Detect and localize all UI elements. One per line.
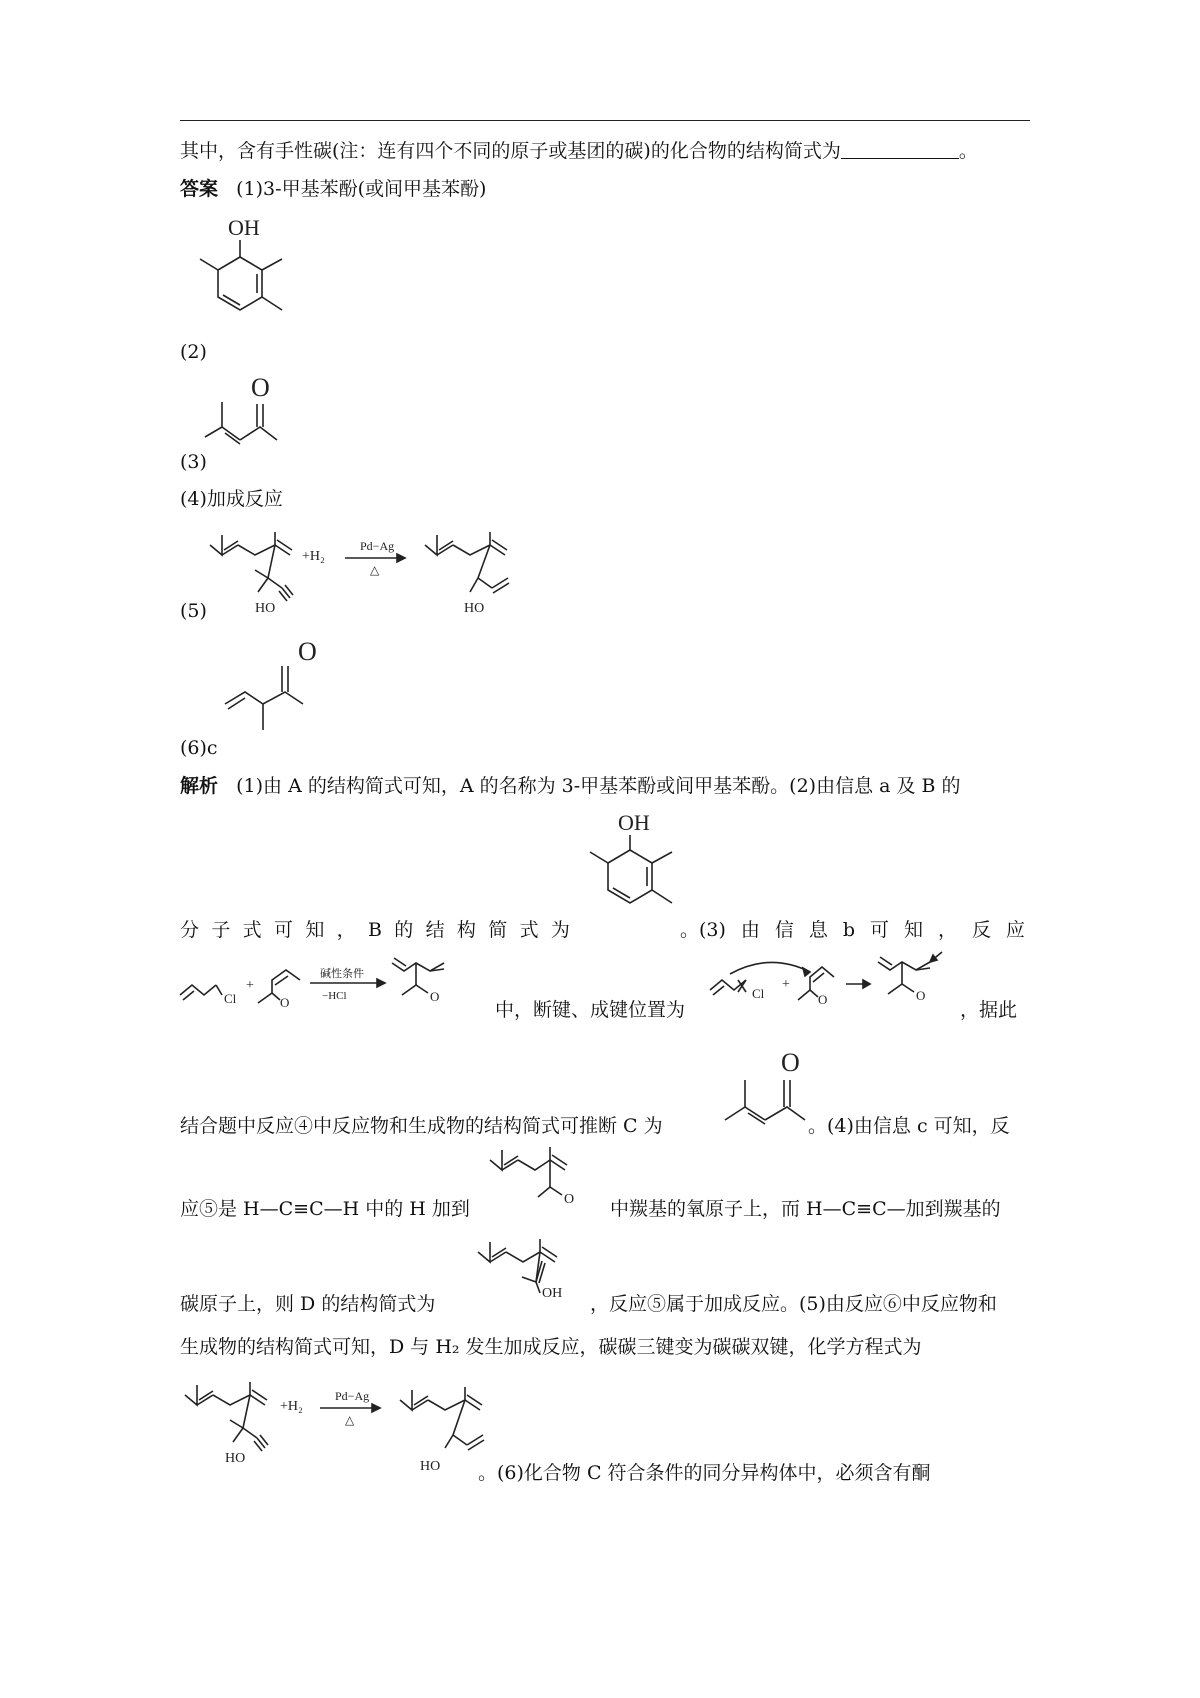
ho-label: HO — [225, 1451, 246, 1466]
word: 简 — [488, 919, 508, 941]
cl-label: Cl — [224, 991, 237, 1006]
catalyst-label: Pd−Ag — [335, 1389, 370, 1403]
analysis-line-7: 生成物的结构简式可知，D 与 H₂ 发生加成反应，碳碳三键变为碳碳双键，化学方程式为 — [180, 1336, 922, 1358]
analysis-line-5a: 应⑤是 H—C≡C—H 中的 H 加到 — [180, 1198, 470, 1220]
word: 反 — [971, 919, 991, 941]
word: 构 — [456, 919, 476, 941]
word: B — [367, 919, 382, 941]
o-label: O — [818, 992, 828, 1007]
catalyst-label: Pd−Ag — [360, 539, 395, 553]
ketone-structure — [490, 1145, 610, 1225]
heat-label: △ — [345, 1413, 355, 1427]
word: ， — [937, 919, 957, 941]
answer-line-1 — [180, 176, 486, 202]
oh-label: OH — [542, 1286, 563, 1301]
ho-label: HO — [464, 601, 485, 616]
heat-label: △ — [370, 563, 380, 577]
word: 结 — [425, 919, 445, 941]
o-label: O — [781, 1048, 800, 1077]
analysis-line-2b — [680, 917, 1025, 943]
stem-end: 。 — [958, 140, 978, 162]
analysis-line-6b: ，反应⑤属于加成反应。(5)由反应⑥中反应物和 — [590, 1293, 997, 1315]
answer-6-structure — [225, 634, 335, 754]
plus-label: + — [782, 977, 790, 992]
answer-2-structure — [200, 215, 310, 355]
answer-4: (4)加成反应 — [180, 488, 283, 510]
cl-label: Cl — [752, 986, 765, 1001]
analysis-line-4b: 。(4)由信息 c 可知，反 — [808, 1115, 1010, 1137]
o-label: O — [298, 637, 317, 666]
oh-label: OH — [618, 810, 650, 835]
h2-label: +H₂ — [302, 549, 325, 564]
analysis-line-2a — [180, 917, 570, 943]
answer-3-num: (3) — [180, 451, 207, 473]
analysis-label: 解析 — [180, 775, 219, 797]
question-stem — [180, 138, 978, 164]
answer-1: (1)3-甲基苯酚(或间甲基苯酚) — [236, 178, 487, 200]
word: ， — [336, 919, 356, 941]
word: 可 — [869, 919, 889, 941]
oh-label: OH — [228, 215, 260, 240]
word: 应 — [1005, 919, 1025, 941]
o-label: O — [916, 988, 926, 1003]
answer-5-equation — [210, 530, 550, 620]
word: b — [842, 919, 856, 941]
answer-6-num: (6)c — [180, 737, 218, 759]
analysis-text-1: (1)由 A 的结构简式可知，A 的名称为 3-甲基苯酚或间甲基苯酚。(2)由信息 a 及 B 的 — [236, 775, 961, 797]
word: 息 — [808, 919, 828, 941]
base-condition-label: 碱性条件 — [320, 968, 364, 980]
minus-hcl-label: −HCl — [322, 990, 347, 1002]
stem-text: 其中，含有手性碳(注：连有四个不同的原子或基团的碳)的化合物的结构简式为 — [180, 140, 841, 162]
word: 知 — [903, 919, 923, 941]
word: 由 — [740, 919, 760, 941]
final-equation — [185, 1380, 525, 1480]
ho-label: HO — [255, 601, 276, 616]
word: 的 — [394, 919, 414, 941]
header-rule — [180, 120, 1030, 121]
reaction-scheme-1 — [180, 955, 480, 1015]
analysis-line-3-mid: 中，断键、成键位置为 — [495, 999, 686, 1021]
plus-label: + — [246, 978, 254, 993]
o-label: O — [251, 373, 270, 402]
h2-label: +H₂ — [280, 1399, 303, 1414]
word: 信 — [774, 919, 794, 941]
o-label: O — [280, 995, 290, 1010]
word: 式 — [242, 919, 262, 941]
analysis-line-8: 。(6)化合物 C 符合条件的同分异构体中，必须含有酮 — [478, 1462, 931, 1484]
word: 知 — [305, 919, 325, 941]
analysis-line-6a: 碳原子上，则 D 的结构简式为 — [180, 1293, 436, 1315]
word: 。(3) — [680, 919, 726, 941]
analysis-line-1 — [180, 773, 961, 799]
analysis-line-5b: 中羰基的氧原子上，而 H—C≡C—加到羰基的 — [610, 1198, 1001, 1220]
analysis-line-4a: 结合题中反应④中反应物和生成物的结构简式可推断 C 为 — [180, 1115, 663, 1137]
word: 为 — [550, 919, 570, 941]
word: 分 — [180, 919, 200, 941]
ho-label: HO — [420, 1459, 441, 1474]
answer-3-structure — [205, 372, 305, 462]
word: 式 — [519, 919, 539, 941]
word: 子 — [211, 919, 231, 941]
answer-label: 答案 — [180, 178, 219, 200]
reaction-scheme-2 — [710, 952, 970, 1012]
answer-blank — [841, 140, 959, 159]
d-structure — [478, 1237, 598, 1317]
o-label: O — [430, 989, 440, 1004]
answer-2-num: (2) — [180, 341, 207, 363]
answer-5-num: (5) — [180, 600, 207, 622]
analysis-line-3-end: ，据此 — [960, 999, 1018, 1021]
word: 可 — [273, 919, 293, 941]
o-label: O — [564, 1192, 575, 1207]
